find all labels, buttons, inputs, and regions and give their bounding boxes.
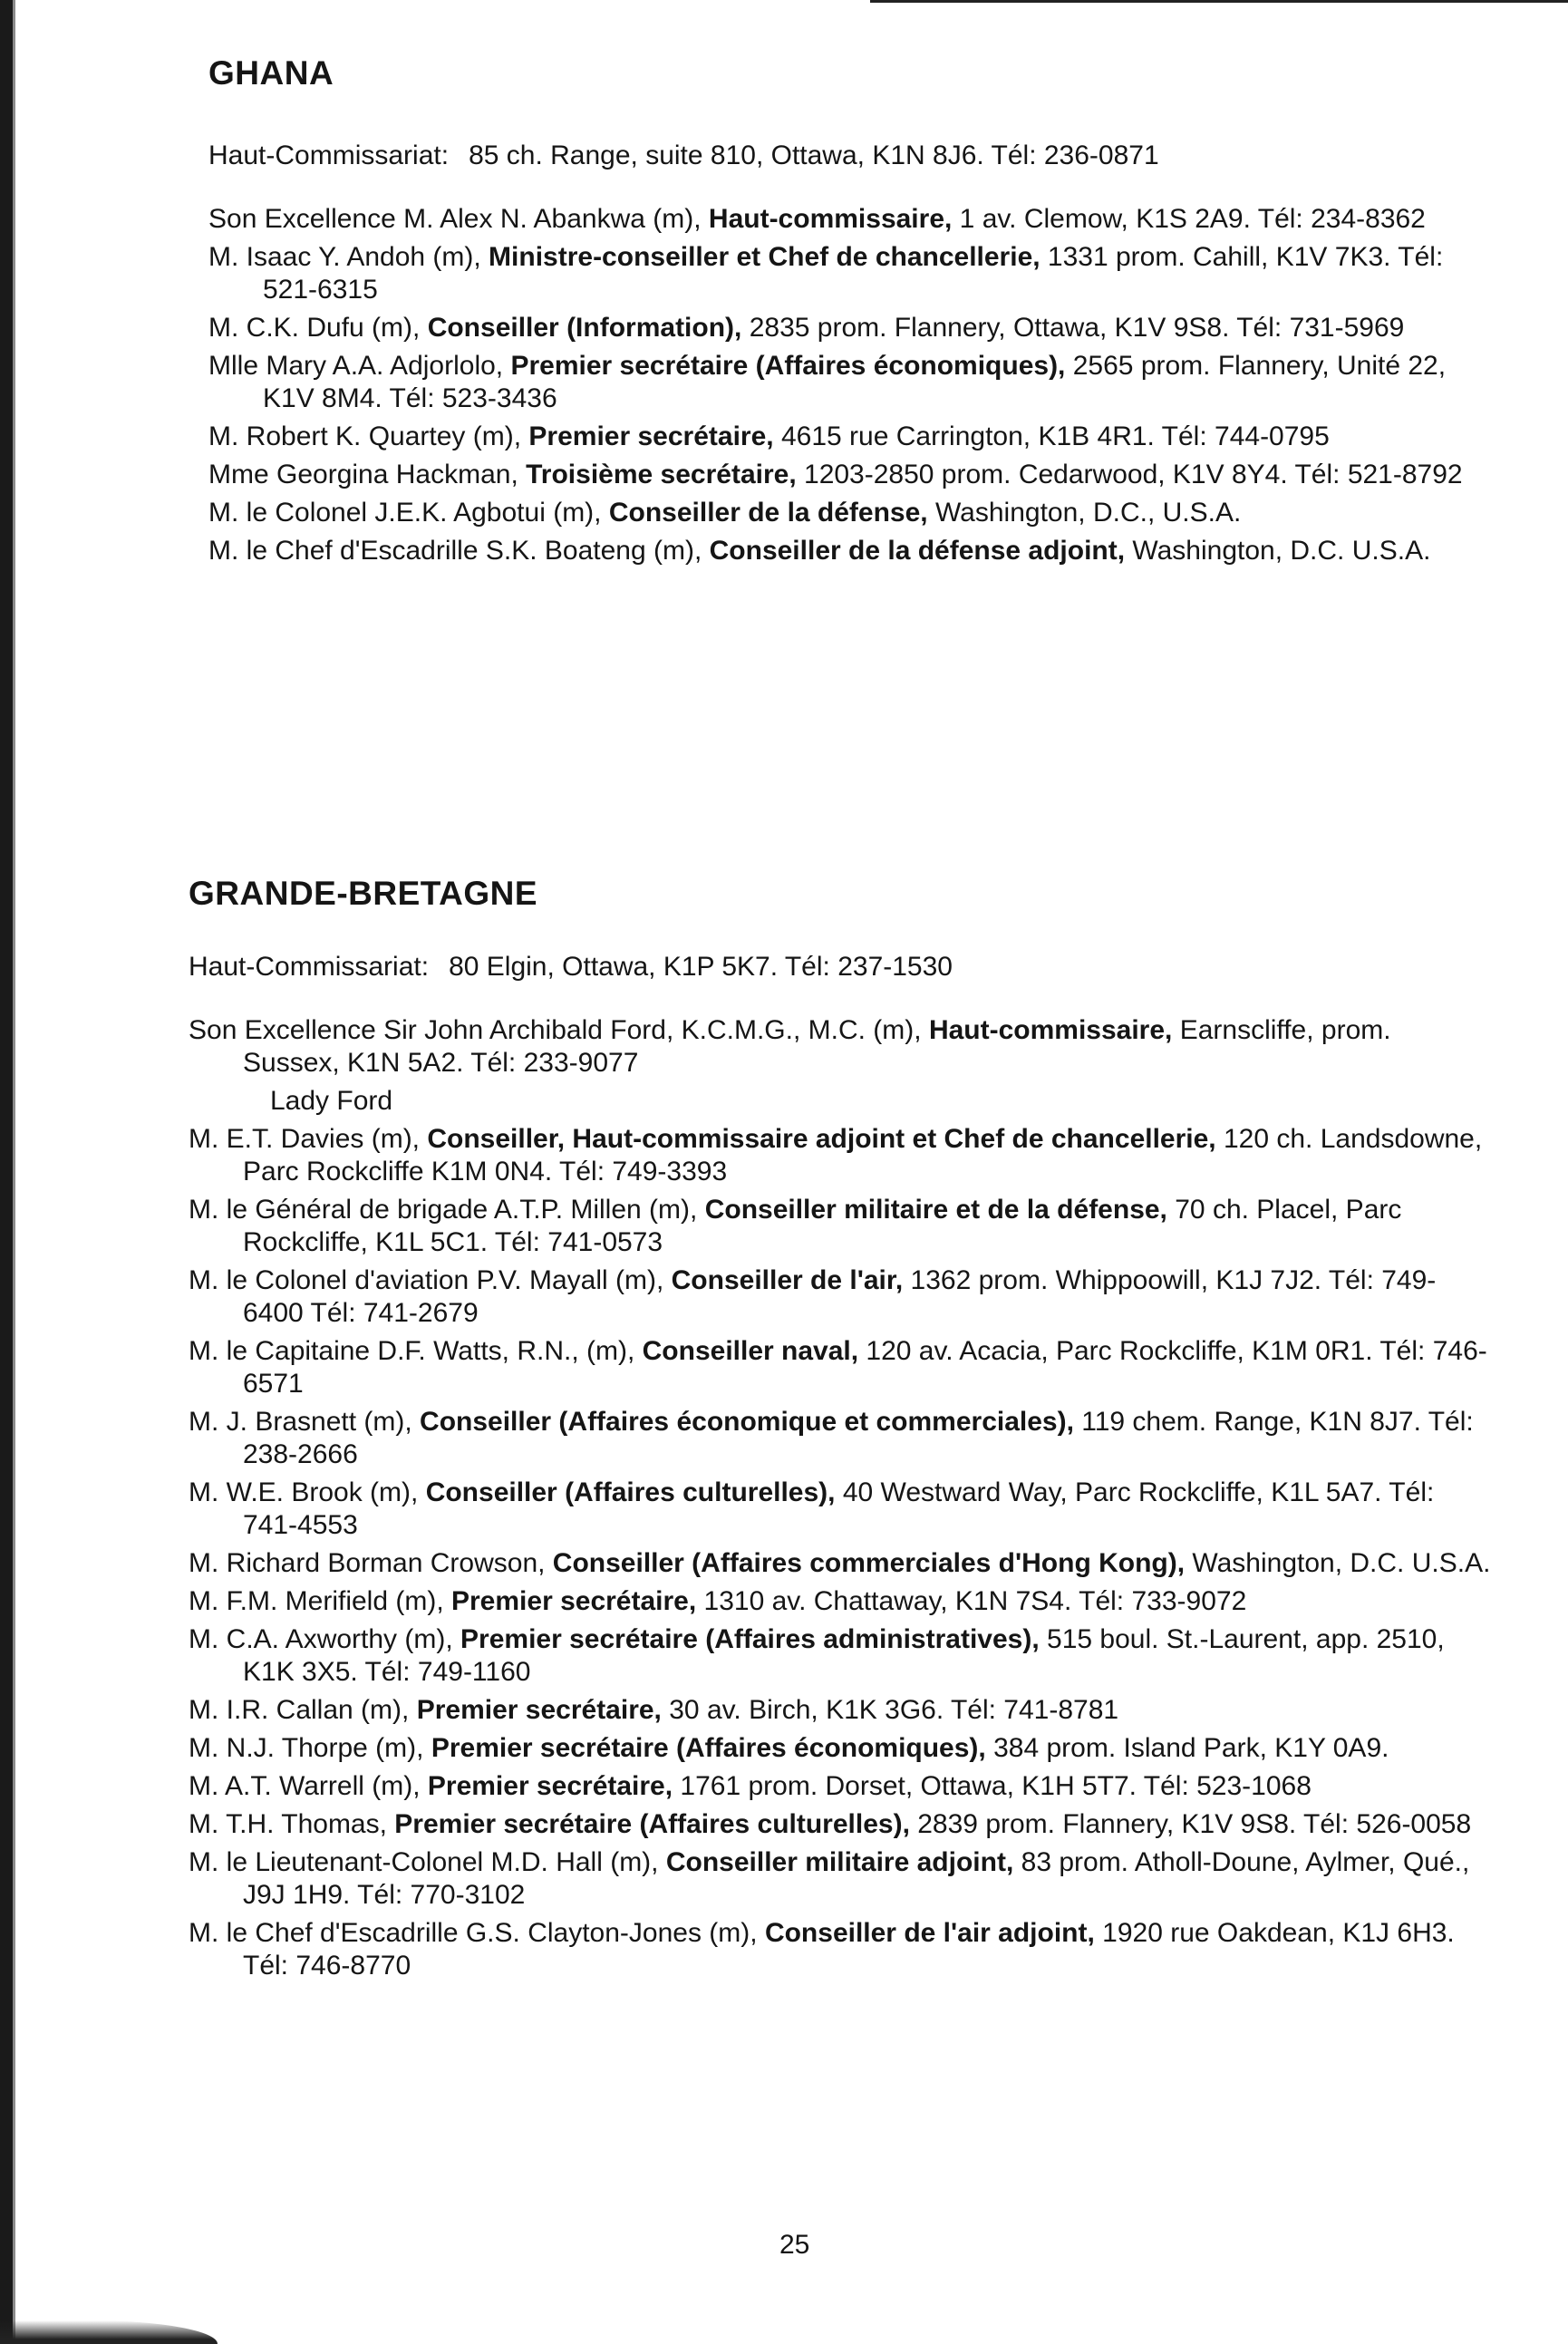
staff-name: M. W.E. Brook (m),	[189, 1477, 426, 1507]
country-heading: GHANA	[208, 54, 334, 92]
page-curl	[0, 2320, 218, 2344]
staff-title: Conseiller de la défense adjoint,	[709, 536, 1126, 566]
staff-address: 1331 prom. Cahill, K1V 7K3. Tél: 521-6315	[263, 242, 1444, 305]
staff-address: 119 chem. Range, K1N 8J7. Tél: 238-2666	[243, 1407, 1474, 1469]
staff-title: Ministre-conseiller et Chef de chancellerie,	[489, 242, 1040, 272]
staff-address: 4615 rue Carrington, K1B 4R1. Tél: 744-0795	[773, 421, 1330, 451]
country-section-ghana	[208, 54, 1495, 573]
staff-title: Premier secrétaire,	[451, 1586, 697, 1616]
staff-name: M. le Chef d'Escadrille S.K. Boateng (m),	[208, 536, 710, 566]
mission-label: Haut-Commissariat:	[189, 952, 430, 982]
staff-address: 83 prom. Atholl-Doune, Aylmer, Qué., J9J 1H9. Tél: 770-3102	[243, 1847, 1470, 1910]
staff-entry	[208, 497, 1495, 529]
mission-label: Haut-Commissariat:	[208, 140, 450, 170]
staff-address: Earnscliffe, prom. Sussex, K1N 5A2. Tél: 233-9077	[243, 1015, 1391, 1078]
staff-name: M. le Colonel J.E.K. Agbotui (m),	[208, 498, 609, 528]
staff-title: Conseiller militaire adjoint,	[665, 1847, 1014, 1877]
staff-entry	[189, 1585, 1494, 1618]
staff-address: 120 ch. Landsdowne, Parc Rockcliffe K1M 0N4. Tél: 749-3393	[243, 1124, 1483, 1187]
mission-line	[189, 951, 1494, 983]
staff-title: Premier secrétaire (Affaires économiques),	[510, 351, 1066, 381]
staff-title: Conseiller naval,	[642, 1336, 859, 1366]
staff-name: M. le Chef d'Escadrille G.S. Clayton-Jones (m),	[189, 1918, 765, 1948]
binding-spine-edge	[13, 0, 15, 2344]
staff-title: Premier secrétaire,	[528, 421, 774, 451]
top-rule	[870, 0, 1568, 3]
staff-title: Premier secrétaire,	[416, 1695, 662, 1725]
staff-entry	[208, 421, 1495, 453]
staff-name: Mme Georgina Hackman,	[208, 460, 527, 489]
staff-entry	[189, 1732, 1494, 1765]
staff-address: 70 ch. Placel, Parc Rockcliffe, K1L 5C1. Tél: 741-0573	[243, 1195, 1402, 1257]
staff-address: Washington, D.C. U.S.A.	[1185, 1548, 1491, 1578]
staff-address: 1761 prom. Dorset, Ottawa, K1H 5T7. Tél: 523-1068	[673, 1771, 1312, 1801]
staff-address: Washington, D.C., U.S.A.	[927, 498, 1242, 528]
staff-name: M. T.H. Thomas,	[189, 1809, 395, 1839]
staff-entry	[189, 1123, 1494, 1188]
staff-name: M. E.T. Davies (m),	[189, 1124, 428, 1154]
staff-entry	[208, 459, 1495, 491]
staff-name: Mlle Mary A.A. Adjorlolo,	[208, 351, 511, 381]
staff-title: Premier secrétaire (Affaires culturelles),	[394, 1809, 910, 1839]
staff-title: Conseiller de l'air adjoint,	[764, 1918, 1095, 1948]
staff-title: Conseiller (Affaires commerciales d'Hong Kong),	[552, 1548, 1186, 1578]
staff-name: M. C.K. Dufu (m),	[208, 313, 428, 343]
staff-entry	[189, 1846, 1494, 1912]
staff-title: Conseiller militaire et de la défense,	[704, 1195, 1167, 1225]
staff-entry	[189, 1770, 1494, 1803]
staff-title: Premier secrétaire (Affaires économiques),	[431, 1733, 986, 1763]
staff-name: Son Excellence Sir John Archibald Ford, K.C.M.G., M.C. (m),	[189, 1015, 929, 1045]
staff-entry	[189, 1623, 1494, 1689]
staff-entry	[189, 1808, 1494, 1841]
spouse-line: Lady Ford	[270, 1086, 393, 1116]
mission-address: 80 Elgin, Ottawa, K1P 5K7. Tél: 237-1530	[449, 952, 953, 982]
mission-line	[208, 140, 1495, 172]
staff-list	[189, 1014, 1494, 1982]
staff-entry	[208, 350, 1495, 415]
staff-name: M. A.T. Warrell (m),	[189, 1771, 428, 1801]
staff-name: M. Isaac Y. Andoh (m),	[208, 242, 489, 272]
staff-name: M. C.A. Axworthy (m),	[189, 1624, 461, 1654]
staff-address: 2835 prom. Flannery, Ottawa, K1V 9S8. Tél: 731-5969	[741, 313, 1405, 343]
staff-title: Troisième secrétaire,	[526, 460, 797, 489]
staff-name: M. F.M. Merifield (m),	[189, 1586, 451, 1616]
country-section-grande-bretagne	[189, 875, 1494, 1988]
staff-title: Conseiller (Affaires économique et commerciales),	[420, 1407, 1074, 1437]
staff-name: M. le Lieutenant-Colonel M.D. Hall (m),	[189, 1847, 666, 1877]
staff-title: Conseiller de la défense,	[608, 498, 928, 528]
staff-name: M. le Général de brigade A.T.P. Millen (m),	[189, 1195, 705, 1225]
staff-entry	[189, 1014, 1494, 1080]
staff-title: Conseiller de l'air,	[671, 1265, 904, 1295]
staff-name: M. I.R. Callan (m),	[189, 1695, 417, 1725]
staff-address: Washington, D.C. U.S.A.	[1125, 536, 1431, 566]
staff-title: Premier secrétaire (Affaires administratives),	[460, 1624, 1040, 1654]
staff-title: Premier secrétaire,	[427, 1771, 673, 1801]
staff-address: 1310 av. Chattaway, K1N 7S4. Tél: 733-9072	[696, 1586, 1247, 1616]
staff-name: Son Excellence M. Alex N. Abankwa (m),	[208, 204, 709, 234]
staff-name: M. le Colonel d'aviation P.V. Mayall (m),	[189, 1265, 672, 1295]
staff-name: M. N.J. Thorpe (m),	[189, 1733, 431, 1763]
staff-name: M. Richard Borman Crowson,	[189, 1548, 553, 1578]
staff-address: 30 av. Birch, K1K 3G6. Tél: 741-8781	[661, 1695, 1119, 1725]
staff-name: M. le Capitaine D.F. Watts, R.N., (m),	[189, 1336, 643, 1366]
staff-entry	[189, 1406, 1494, 1471]
staff-title: Conseiller, Haut-commissaire adjoint et Chef de chancellerie,	[427, 1124, 1216, 1154]
staff-title: Haut-commissaire,	[928, 1015, 1173, 1045]
page-number: 25	[779, 2230, 810, 2260]
staff-address: 384 prom. Island Park, K1Y 0A9.	[985, 1733, 1389, 1763]
staff-entry	[208, 535, 1495, 567]
staff-address: 515 boul. St.-Laurent, app. 2510, K1K 3X5. Tél: 749-1160	[243, 1624, 1445, 1687]
staff-entry	[189, 1547, 1494, 1580]
staff-address: 2565 prom. Flannery, Unité 22, K1V 8M4. Tél: 523-3436	[263, 351, 1447, 413]
staff-address: 1203-2850 prom. Cedarwood, K1V 8Y4. Tél: 521-8792	[796, 460, 1463, 489]
staff-address: 2839 prom. Flannery, K1V 9S8. Tél: 526-0058	[909, 1809, 1472, 1839]
staff-entry	[208, 312, 1495, 344]
staff-entry	[189, 1264, 1494, 1330]
staff-name: M. Robert K. Quartey (m),	[208, 421, 529, 451]
staff-list	[208, 203, 1495, 567]
staff-address: 1920 rue Oakdean, K1J 6H3. Tél: 746-8770	[243, 1918, 1455, 1981]
staff-entry	[189, 1335, 1494, 1400]
staff-address: 1 av. Clemow, K1S 2A9. Tél: 234-8362	[952, 204, 1426, 234]
staff-entry	[189, 1477, 1494, 1542]
staff-title: Conseiller (Information),	[427, 313, 742, 343]
staff-entry	[208, 241, 1495, 306]
mission-address: 85 ch. Range, suite 810, Ottawa, K1N 8J6. Tél: 236-0871	[469, 140, 1159, 170]
country-heading: GRANDE-BRETAGNE	[189, 875, 538, 912]
staff-entry	[189, 1694, 1494, 1727]
staff-address: 1362 prom. Whippoowill, K1J 7J2. Tél: 749-6400 Tél: 741-2679	[243, 1265, 1437, 1328]
staff-title: Haut-commissaire,	[708, 204, 953, 234]
staff-entry	[189, 1917, 1494, 1982]
staff-address: 120 av. Acacia, Parc Rockcliffe, K1M 0R1. Tél: 746-6571	[243, 1336, 1487, 1399]
staff-name: M. J. Brasnett (m),	[189, 1407, 421, 1437]
staff-entry	[189, 1194, 1494, 1259]
staff-entry	[208, 203, 1495, 236]
staff-address: 40 Westward Way, Parc Rockcliffe, K1L 5A7. Tél: 741-4553	[243, 1477, 1435, 1540]
staff-title: Conseiller (Affaires culturelles),	[425, 1477, 836, 1507]
binding-spine	[0, 0, 13, 2344]
